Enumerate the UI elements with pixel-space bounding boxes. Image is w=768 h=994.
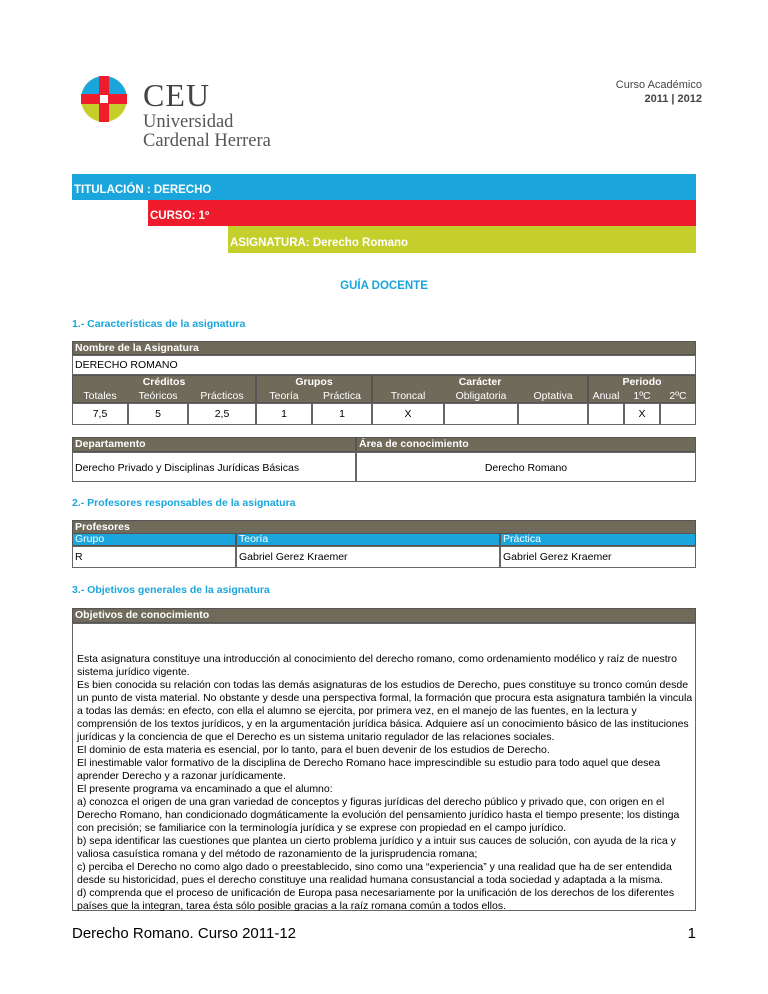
paragraph: Esta asignatura constituye una introducción al conocimiento del derecho romano, como ordenamiento modélico y raíz de nuestro sistema jurídico vigente. xyxy=(77,653,678,678)
col-value-8 xyxy=(588,403,624,425)
col-header-8: Anual xyxy=(592,390,620,402)
col-header-5: Troncal xyxy=(390,390,426,402)
titulacion-label: TITULACIÓN : DERECHO xyxy=(74,184,212,196)
col-header-6: Obligatoria xyxy=(455,390,507,402)
periodo-label: Periodo xyxy=(622,376,662,388)
col-header-3: Teoría xyxy=(269,390,299,402)
paragraph: a) conozca el origen de una gran variedad de conceptos y figuras jurídicas del derecho público y privado que, con origen en el Derecho Romano, han condicionado dogmáticamente la evolución del pensamiento jurídico hasta el tiempo presente; los distinga con precisión; se familiarice con la terminología jurídica y se exprese con propiedad en el campo jurídico. xyxy=(77,796,680,834)
col-value-6 xyxy=(444,403,518,425)
titulacion-band xyxy=(72,174,696,200)
logo-line-2: Cardenal Herrera xyxy=(143,131,271,151)
paragraph: d) comprenda que el proceso de unificación de Europa pasa necesariamente por la unificación de los derechos de los diferentes países que la integran, tarea ésta sólo posible gracias a la raíz romana común a todos ellos. xyxy=(77,887,675,912)
paragraph: El dominio de esta materia es esencial, por lo tanto, para el buen devenir de los estudios de Derecho. xyxy=(77,744,550,756)
dept-value: Derecho Privado y Disciplinas Jurídicas Básicas xyxy=(72,452,356,482)
col-teoria: Teoría xyxy=(236,533,500,546)
caracter-label: Carácter xyxy=(458,376,502,388)
logo-wordmark: CEU xyxy=(143,77,210,113)
subject-name-header: Nombre de la Asignatura xyxy=(72,341,696,355)
prof-practica-value: Gabriel Gerez Kraemer xyxy=(500,546,696,568)
dept-header: Departamento xyxy=(72,437,356,452)
col-header-10: 2ºC xyxy=(669,390,687,402)
area-header: Área de conocimiento xyxy=(356,437,696,452)
paragraph: b) sepa identificar las cuestiones que plantea un cierto problema jurídico y a intuir sus cauces de solución, con ayuda de la rica y valiosa casuística romana y del método de razonamiento de la jurisprudencia romana; xyxy=(77,835,676,860)
col-value-3: 1 xyxy=(256,403,312,425)
subject-name-value: DERECHO ROMANO xyxy=(72,355,696,375)
grupos-label: Grupos xyxy=(295,376,333,388)
col-value-10 xyxy=(660,403,696,425)
university-logo-icon xyxy=(80,75,128,123)
prof-teoria-value: Gabriel Gerez Kraemer xyxy=(236,546,500,568)
section3-title: 3.- Objetivos generales de la asignatura xyxy=(72,584,270,596)
paragraph: El presente programa va encaminado a que el alumno: xyxy=(77,783,333,795)
col-value-0: 7,5 xyxy=(72,403,128,425)
col-value-4: 1 xyxy=(312,403,372,425)
col-grupo: Grupo xyxy=(72,533,236,546)
objetivos-header: Objetivos de conocimiento xyxy=(72,608,696,623)
col-value-7 xyxy=(518,403,588,425)
academic-label: Curso Académico xyxy=(615,79,702,91)
creditos-label: Créditos xyxy=(142,376,186,388)
page-number: 1 xyxy=(687,925,696,942)
paragraph: El inestimable valor formativo de la disciplina de Derecho Romano hace imprescindible su estudio para todo aquel que desea aprender Derecho y a razonar jurídicamente. xyxy=(77,757,661,782)
col-header-1: Teóricos xyxy=(138,390,178,402)
academic-year-block xyxy=(616,78,702,106)
area-value: Derecho Romano xyxy=(356,452,696,482)
col-value-2: 2,5 xyxy=(188,403,256,425)
col-header-0: Totales xyxy=(83,390,117,402)
section2-title: 2.- Profesores responsables de la asignatura xyxy=(72,497,296,509)
footer-text: Derecho Romano. Curso 2011-12 xyxy=(72,925,297,942)
objetivos-text xyxy=(77,653,694,913)
col-value-5: X xyxy=(372,403,444,425)
doc-title: GUÍA DOCENTE xyxy=(340,280,428,292)
col-header-2: Prácticos xyxy=(200,390,244,402)
col-practica: Práctica xyxy=(500,533,696,546)
asignatura-label: ASIGNATURA: Derecho Romano xyxy=(230,237,409,249)
logo-line-1: Universidad xyxy=(143,112,234,132)
paragraph: c) perciba el Derecho no como algo dado o preestablecido, sino como una “experiencia” y una realidad que ha de ser entendida desde su historicidad, pues el derecho constituye una realidad humana consustancial a toda sociedad y adaptada a la misma. xyxy=(77,861,672,886)
academic-year: 2011 | 2012 xyxy=(644,93,702,105)
curso-band xyxy=(72,200,696,226)
section1-title: 1.- Características de la asignatura xyxy=(72,318,246,330)
curso-label: CURSO: 1º xyxy=(150,210,210,222)
prof-grupo-value: R xyxy=(72,546,236,568)
col-header-7: Optativa xyxy=(533,390,573,402)
col-header-9: 1ºC xyxy=(633,390,651,402)
col-value-1: 5 xyxy=(128,403,188,425)
paragraph: Es bien conocida su relación con todas las demás asignaturas de los estudios de Derecho, pues constituye su tronco común desde un punto de vista material. No obstante y desde una perspectiva formal, la formación que procura esta asignatura también la vincula a todas las demás: en efecto, con ella el alumno se ejercita, por primera vez, en el manejo de las fuentes, en la lectura y comprensión de los textos jurídicos, y en la argumentación jurídica básica. Adquiere así un conocimiento básico de las instituciones jurídicas y la conciencia de que el Derecho es un sistema unitario regulador de las relaciones sociales. xyxy=(77,679,693,743)
col-header-4: Práctica xyxy=(323,390,361,402)
profesores-header: Profesores xyxy=(72,520,696,534)
col-value-9: X xyxy=(624,403,660,425)
asignatura-band xyxy=(72,226,696,253)
